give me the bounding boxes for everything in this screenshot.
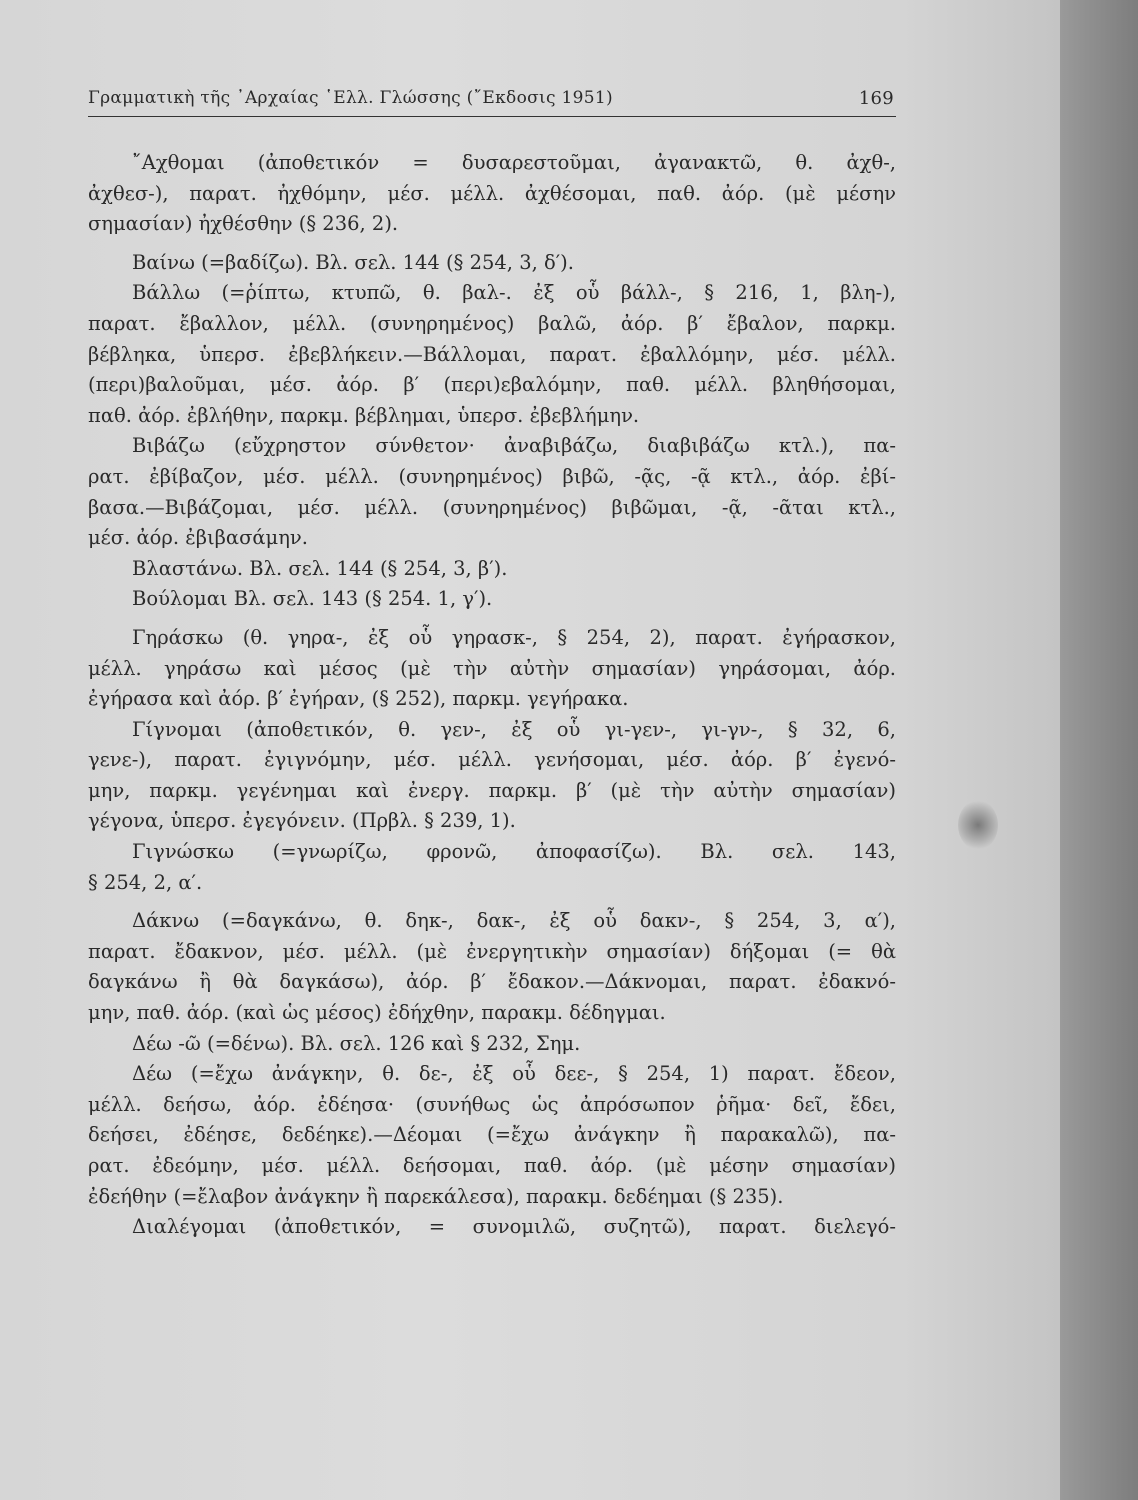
dictionary-entry (88, 584, 896, 615)
text-line: ῎Αχθομαι (ἀποθετικόν = δυσαρεστοῦμαι, ἀγανακτῶ, θ. ἀχθ-, (132, 151, 896, 174)
text-line: δεήσει, ἐδέησε, δεδέηκε).—Δέομαι (=ἔχω ἀνάγκην ἢ παρακαλῶ), πα- (88, 1123, 896, 1147)
dictionary-entry (88, 715, 896, 837)
text-line: δαγκάνω ἢ θὰ δαγκάσω), ἀόρ. β′ ἔδακον.—Δάκνομαι, παρατ. ἐδακνό- (88, 970, 896, 994)
dictionary-entry (88, 623, 896, 715)
text-line: ἐγήρασα καὶ ἀόρ. β′ ἐγήραν, (§ 252), παρκμ. γεγήρακα. (88, 687, 629, 711)
ink-stain (958, 800, 998, 850)
text-line: μην, παρκμ. γεγένημαι καὶ ἐνεργ. παρκμ. β′ (μὲ τὴν αὐτὴν σημασίαν) (88, 778, 896, 802)
dictionary-entry (88, 1212, 896, 1243)
dictionary-entry (88, 1059, 896, 1212)
text-line: Βλαστάνω. Βλ. σελ. 144 (§ 254, 3, β′). (132, 556, 508, 580)
page-edge-shadow (1060, 0, 1138, 1500)
text-line: ἀχθεσ-), παρατ. ἠχθόμην, μέσ. μέλλ. ἀχθέσομαι, παθ. ἀόρ. (μὲ μέσην (88, 181, 896, 205)
running-title: Γραμματικὴ τῆς ᾿Αρχαίας ῾Ελλ. Γλώσσης (῎Εκδοσις 1951) (88, 88, 613, 108)
section-gap (88, 898, 896, 906)
text-line: μέλλ. δεήσω, ἀόρ. ἐδέησα· (συνήθως ὡς ἀπρόσωπον ῥῆμα· δεῖ, ἔδει, (88, 1092, 896, 1116)
dictionary-entry (88, 554, 896, 585)
text-line: ρατ. ἐδεόμην, μέσ. μέλλ. δεήσομαι, παθ. ἀόρ. (μὲ μέσην σημασίαν) (88, 1154, 896, 1177)
dictionary-entry (88, 1029, 896, 1060)
text-line: § 254, 2, α′. (88, 870, 203, 894)
text-line: βασα.—Βιβάζομαι, μέσ. μέλλ. (συνηρημένος) βιβῶμαι, -ᾷ, -ᾶται κτλ., (88, 495, 896, 519)
text-line: σημασίαν) ἠχθέσθην (§ 236, 2). (88, 212, 399, 236)
running-header (88, 86, 896, 117)
text-line: Βαίνω (=βαδίζω). Βλ. σελ. 144 (§ 254, 3, δ′). (132, 250, 574, 274)
text-line: Γηράσκω (θ. γηρα-, ἐξ οὗ γηρασκ-, § 254, 2), παρατ. ἐγήρασκον, (132, 625, 896, 649)
dictionary-entry (88, 278, 896, 431)
text-line: (περι)βαλοῦμαι, μέσ. ἀόρ. β′ (περι)εβαλόμην, παθ. μέλλ. βληθήσομαι, (88, 373, 896, 397)
text-line: Διαλέγομαι (ἀποθετικόν, = συνομιλῶ, συζητῶ), παρατ. διελεγό- (132, 1215, 896, 1239)
text-line: ἐδεήθην (=ἔλαβον ἀνάγκην ἢ παρεκάλεσα), παρακμ. δεδέημαι (§ 235). (88, 1184, 784, 1208)
text-line: μην, παθ. ἀόρ. (καὶ ὡς μέσος) ἐδήχθην, παρακμ. δέδηγμαι. (88, 1001, 666, 1025)
text-line: Δέω -ῶ (=δένω). Βλ. σελ. 126 καὶ § 232, Σημ. (132, 1031, 581, 1055)
text-line: Γίγνομαι (ἀποθετικόν, θ. γεν-, ἐξ οὗ γι-γεν-, γι-γν-, § 32, 6, (132, 717, 896, 741)
dictionary-entry (88, 248, 896, 279)
dictionary-entry (88, 906, 896, 1028)
section-gap (88, 615, 896, 623)
text-line: βέβληκα, ὑπερσ. ἐβεβλήκειν.—Βάλλομαι, παρατ. ἐβαλλόμην, μέσ. μέλλ. (88, 342, 896, 366)
dictionary-entry (88, 431, 896, 553)
text-line: Γιγνώσκω (=γνωρίζω, φρονῶ, ἀποφασίζω). Βλ. σελ. 143, (132, 840, 896, 864)
text-line: ρατ. ἐβίβαζον, μέσ. μέλλ. (συνηρημένος) βιβῶ, -ᾷς, -ᾷ κτλ., ἀόρ. ἐβί- (88, 464, 896, 488)
text-line: Βάλλω (=ῥίπτω, κτυπῶ, θ. βαλ-. ἐξ οὗ βάλλ-, § 216, 1, βλη-), (132, 281, 896, 305)
section-gap (88, 240, 896, 248)
dictionary-entry (88, 837, 896, 898)
text-line: Δέω (=ἔχω ἀνάγκην, θ. δε-, ἐξ οὗ δεε-, § 254, 1) παρατ. ἔδεον, (132, 1062, 896, 1086)
text-line: Δάκνω (=δαγκάνω, θ. δηκ-, δακ-, ἐξ οὗ δακν-, § 254, 3, α′), (132, 909, 896, 933)
page-body (88, 148, 896, 1243)
text-line: παθ. ἀόρ. ἐβλήθην, παρκμ. βέβλημαι, ὑπερσ. ἐβεβλήμην. (88, 403, 640, 427)
text-line: μέλλ. γηράσω καὶ μέσος (μὲ τὴν αὐτὴν σημασίαν) γηράσομαι, ἀόρ. (88, 656, 896, 680)
text-line: παρατ. ἔδακνον, μέσ. μέλλ. (μὲ ἐνεργητικὴν σημασίαν) δήξομαι (= θὰ (88, 939, 896, 963)
text-line: Βιβάζω (εὔχρηστον σύνθετον· ἀναβιβάζω, διαβιβάζω κτλ.), πα- (132, 434, 896, 458)
dictionary-entry (88, 148, 896, 240)
text-line: γέγονα, ὑπερσ. ἐγεγόνειν. (Πρβλ. § 239, 1). (88, 809, 516, 833)
text-line: μέσ. ἀόρ. ἐβιβασάμην. (88, 526, 308, 550)
text-line: παρατ. ἔβαλλον, μέλλ. (συνηρημένος) βαλῶ, ἀόρ. β′ ἔβαλον, παρκμ. (88, 311, 896, 335)
text-line: Βούλομαι Βλ. σελ. 143 (§ 254. 1, γ′). (132, 587, 493, 611)
text-line: γενε-), παρατ. ἐγιγνόμην, μέσ. μέλλ. γενήσομαι, μέσ. ἀόρ. β′ ἐγενό- (88, 748, 896, 772)
page-number: 169 (858, 88, 894, 109)
